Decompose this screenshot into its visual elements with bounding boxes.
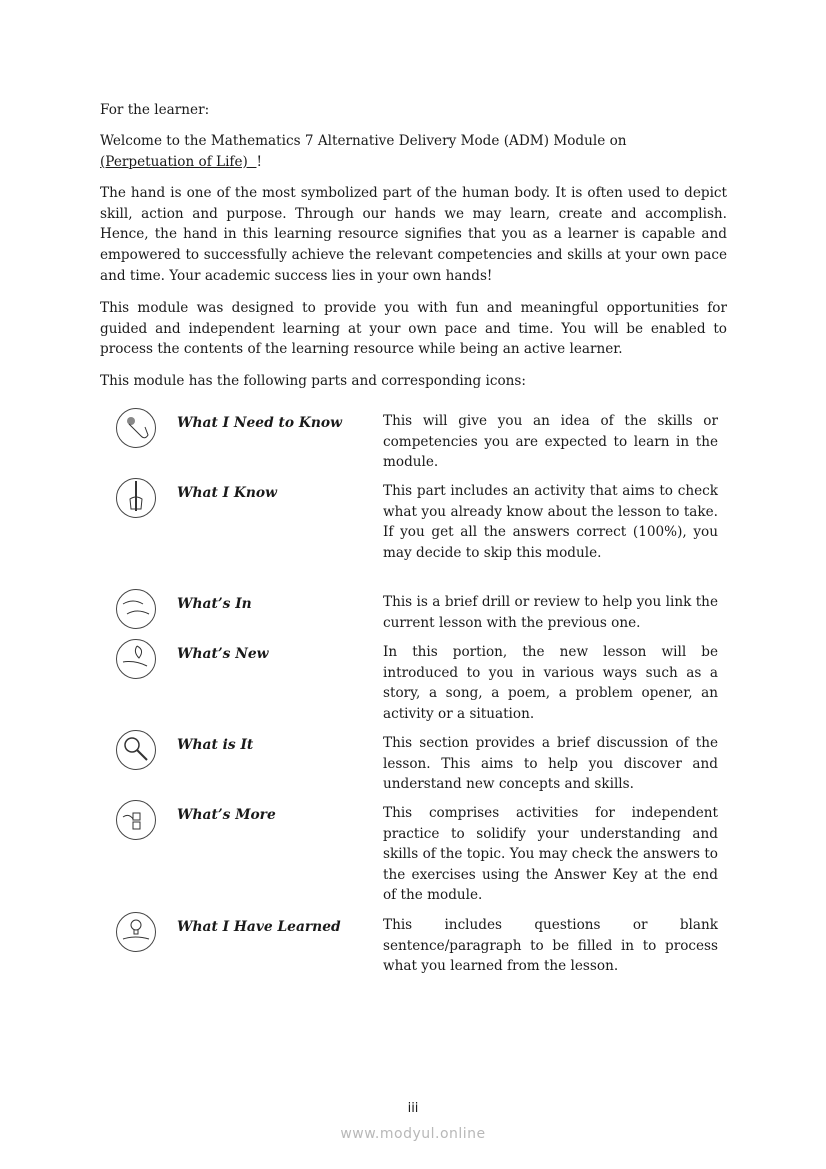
hand-leaf-icon — [115, 638, 157, 680]
part-row — [100, 733, 727, 793]
module-title-end: ! — [256, 153, 262, 170]
hands-icon — [115, 588, 157, 630]
part-description: This comprises activities for independent practice to solidify your understanding and skills of the topic. You may check the answers to the exercises using the Answer Key at the end of the module. — [383, 805, 718, 904]
page-number: iii — [407, 1101, 419, 1116]
part-description: This includes questions or blank sentence/paragraph to be filled in to process what you learned from the lesson. — [383, 917, 718, 975]
part-row — [100, 915, 727, 975]
watermark: www.modyul.online — [340, 1126, 486, 1142]
part-description: This section provides a brief discussion of the lesson. This aims to help you discover and understand new concepts and skills. — [383, 735, 718, 793]
part-row — [100, 411, 727, 471]
magnifier-hand-icon — [115, 729, 157, 771]
hand-pointing-icon — [115, 407, 157, 449]
hand-lightbulb-icon — [115, 911, 157, 953]
hand-paragraph: The hand is one of the most symbolized part of the human body. It is often used to depict skill, action and purpose. Through our hands we may learn, create and accomplish. Hence, the hand in this learning resource signifies that you as a learner is capable and empowered to successfully achieve the relevant competencies and skills at your own pace and time. Your academic success lies in your own hands! — [100, 185, 727, 284]
design-paragraph: This module was designed to provide you with fun and meaningful opportunities for guided and independent learning at your own pace and time. You will be enabled to process the contents of the learning resource while being an active learner. — [100, 300, 727, 358]
part-description: In this portion, the new lesson will be introduced to you in various ways such as a story, a song, a poem, a problem opener, an activity or a situation. — [383, 644, 718, 722]
part-row — [100, 481, 727, 561]
parts-intro: This module has the following parts and corresponding icons: — [100, 373, 526, 389]
part-label: What I Have Learned — [177, 919, 341, 935]
part-label: What is It — [177, 737, 254, 753]
part-label: What’s New — [177, 646, 269, 662]
part-description: This will give you an idea of the skills or competencies you are expected to learn in the module. — [383, 413, 718, 471]
welcome-paragraph — [100, 131, 727, 172]
part-label: What I Need to Know — [177, 415, 342, 431]
part-row — [100, 642, 727, 722]
hand-blocks-icon — [115, 799, 157, 841]
greeting: For the learner: — [100, 102, 210, 118]
module-title: (Perpetuation of Life) — [100, 153, 257, 170]
part-description: This part includes an activity that aims to check what you already know about the lesson to take. If you get all the answers correct (100%), you may decide to skip this module. — [383, 483, 718, 561]
part-description: This is a brief drill or review to help you link the current lesson with the previous one. — [383, 594, 718, 631]
part-row — [100, 803, 727, 904]
part-label: What’s In — [177, 596, 252, 612]
part-label: What’s More — [177, 807, 276, 823]
welcome-text: Welcome to the Mathematics 7 Alternative Delivery Mode (ADM) Module on — [100, 133, 627, 149]
part-label: What I Know — [177, 485, 278, 501]
hand-pencil-icon — [115, 477, 157, 519]
